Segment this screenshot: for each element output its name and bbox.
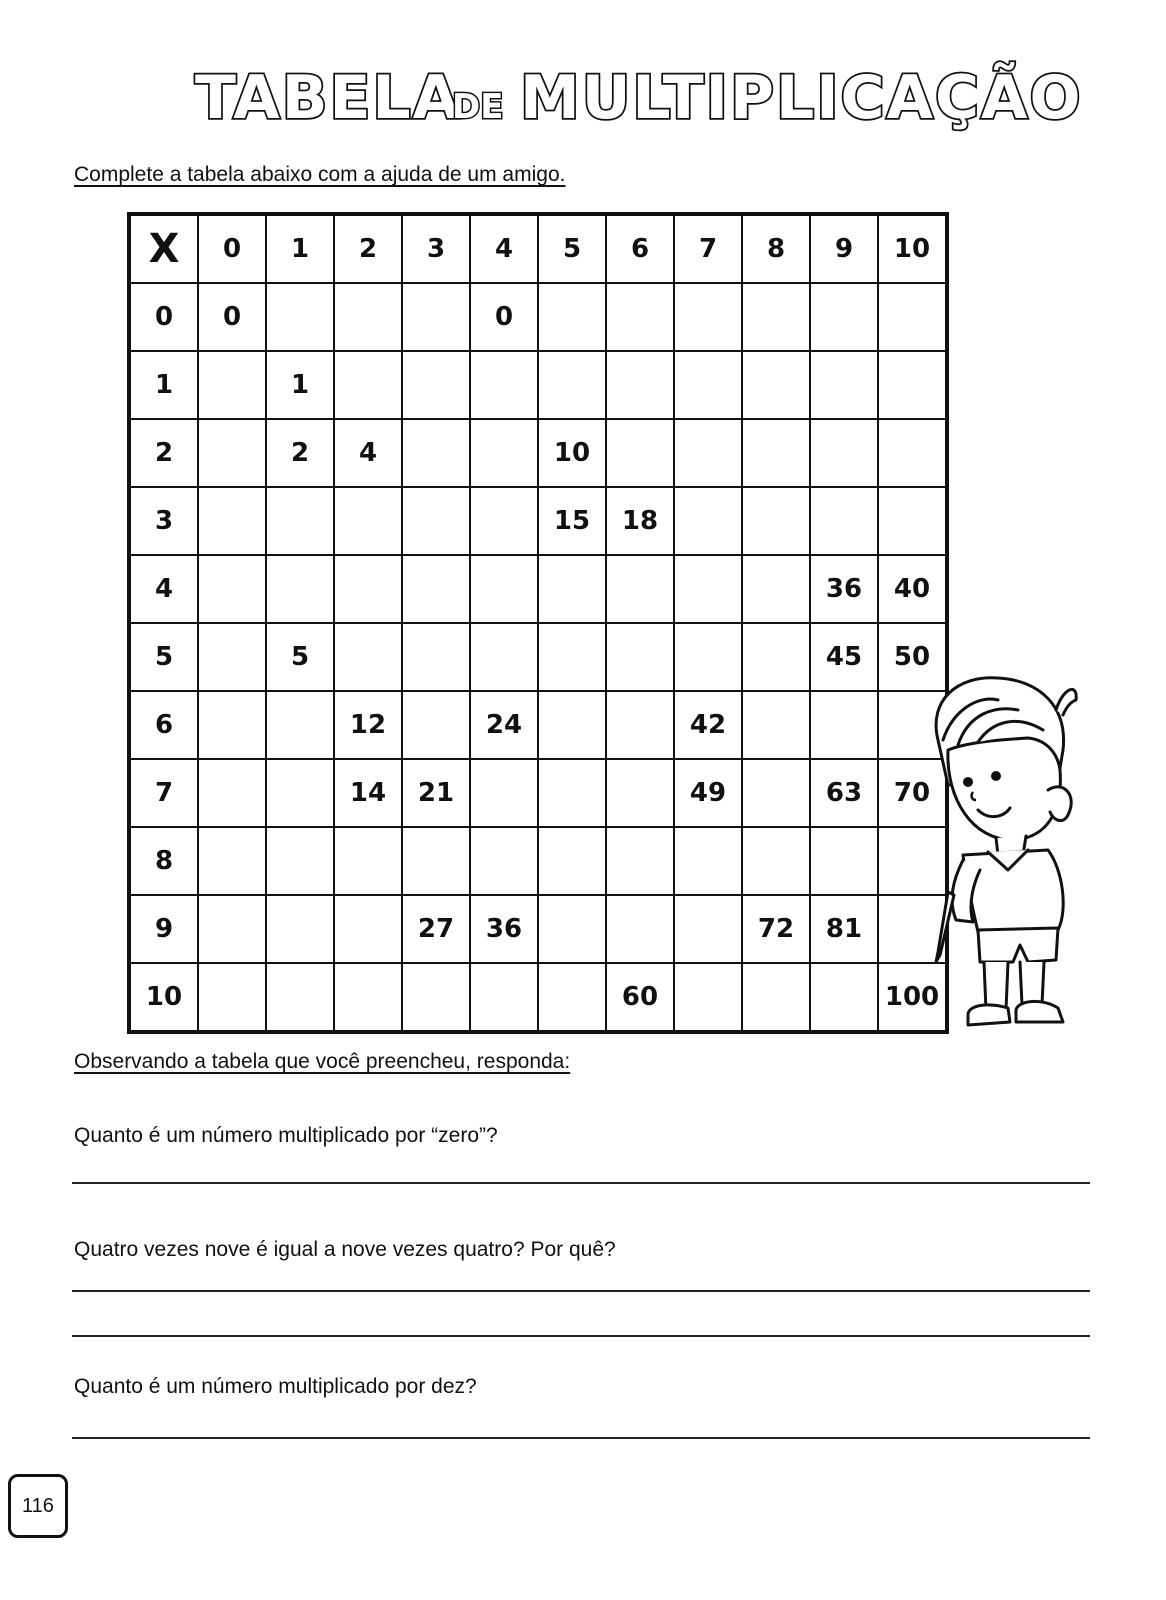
row-header: 3 [129,487,198,555]
filled-cell: 4 [334,419,402,487]
blank-cell[interactable] [266,283,334,351]
column-header: 3 [402,214,470,283]
filled-cell: 24 [470,691,538,759]
blank-cell[interactable] [810,691,878,759]
filled-cell: 12 [334,691,402,759]
multiplication-table [127,212,949,1034]
blank-cell[interactable] [674,895,742,963]
filled-cell: 36 [470,895,538,963]
row-header: 5 [129,623,198,691]
question-ten: Quanto é um número multiplicado por dez? [74,1375,477,1398]
blank-cell[interactable] [810,351,878,419]
blank-cell[interactable] [674,963,742,1032]
blank-cell[interactable] [334,963,402,1032]
filled-cell: 5 [266,623,334,691]
filled-cell: 42 [674,691,742,759]
blank-cell[interactable] [606,623,674,691]
table-header-row [129,214,947,283]
table-row [129,895,947,963]
blank-cell[interactable] [606,691,674,759]
blank-cell[interactable] [538,895,606,963]
question-commutative: Quatro vezes nove é igual a nove vezes quatro? Por quê? [74,1238,616,1261]
blank-cell[interactable] [878,419,947,487]
blank-cell[interactable] [606,351,674,419]
blank-cell[interactable] [606,555,674,623]
blank-cell[interactable] [606,827,674,895]
blank-cell[interactable] [878,487,947,555]
blank-cell[interactable] [810,487,878,555]
filled-cell: 100 [878,963,947,1032]
blank-cell[interactable] [742,691,810,759]
blank-cell[interactable] [742,487,810,555]
blank-cell[interactable] [470,419,538,487]
blank-cell[interactable] [470,351,538,419]
blank-cell[interactable] [538,555,606,623]
blank-cell[interactable] [742,555,810,623]
row-header: 9 [129,895,198,963]
table-row [129,963,947,1032]
blank-cell[interactable] [334,351,402,419]
blank-cell[interactable] [198,623,266,691]
blank-cell[interactable] [402,283,470,351]
blank-cell[interactable] [266,487,334,555]
blank-cell[interactable] [470,759,538,827]
table-row [129,827,947,895]
observe-heading: Observando a tabela que você preencheu, responda: [74,1050,571,1073]
blank-cell[interactable] [402,555,470,623]
filled-cell: 21 [402,759,470,827]
filled-cell: 14 [334,759,402,827]
column-header: 2 [334,214,402,283]
blank-cell[interactable] [198,963,266,1032]
filled-cell: 63 [810,759,878,827]
blank-cell[interactable] [742,351,810,419]
blank-cell[interactable] [198,827,266,895]
blank-cell[interactable] [402,419,470,487]
blank-cell[interactable] [742,827,810,895]
blank-cell[interactable] [198,691,266,759]
filled-cell: 81 [810,895,878,963]
blank-cell[interactable] [334,827,402,895]
blank-cell[interactable] [742,759,810,827]
row-header: 4 [129,555,198,623]
blank-cell[interactable] [538,827,606,895]
blank-cell[interactable] [810,419,878,487]
blank-cell[interactable] [334,895,402,963]
blank-cell[interactable] [538,351,606,419]
blank-cell[interactable] [198,759,266,827]
blank-cell[interactable] [674,827,742,895]
blank-cell[interactable] [266,691,334,759]
answer-line-2[interactable] [72,1290,1090,1292]
blank-cell[interactable] [198,419,266,487]
table-row [129,555,947,623]
blank-cell[interactable] [334,283,402,351]
blank-cell[interactable] [674,351,742,419]
blank-cell[interactable] [606,419,674,487]
blank-cell[interactable] [334,487,402,555]
table-row [129,623,947,691]
blank-cell[interactable] [810,827,878,895]
blank-cell[interactable] [674,283,742,351]
table-corner-x: X [129,214,198,283]
filled-cell: 18 [606,487,674,555]
page-number: 116 [8,1474,68,1538]
table-row [129,759,947,827]
blank-cell[interactable] [606,895,674,963]
table-row [129,283,947,351]
row-header: 0 [129,283,198,351]
filled-cell: 70 [878,759,947,827]
blank-cell[interactable] [674,623,742,691]
column-header: 8 [742,214,810,283]
column-header: 5 [538,214,606,283]
blank-cell[interactable] [402,623,470,691]
blank-cell[interactable] [266,555,334,623]
filled-cell: 10 [538,419,606,487]
blank-cell[interactable] [266,895,334,963]
boy-with-pencil-icon [918,670,1078,1040]
row-header: 2 [129,419,198,487]
row-header: 1 [129,351,198,419]
blank-cell[interactable] [334,623,402,691]
column-header: 10 [878,214,947,283]
blank-cell[interactable] [266,827,334,895]
row-header: 10 [129,963,198,1032]
blank-cell[interactable] [538,623,606,691]
blank-cell[interactable] [470,555,538,623]
filled-cell: 0 [198,283,266,351]
instruction-text: Complete a tabela abaixo com a ajuda de um amigo. [74,163,566,186]
filled-cell: 60 [606,963,674,1032]
blank-cell[interactable] [742,623,810,691]
filled-cell: 36 [810,555,878,623]
multiplication-table-wrap [127,212,949,1034]
blank-cell[interactable] [470,963,538,1032]
page-title [0,40,1166,150]
table-row [129,691,947,759]
filled-cell: 2 [266,419,334,487]
blank-cell[interactable] [402,487,470,555]
blank-cell[interactable] [402,691,470,759]
blank-cell[interactable] [810,283,878,351]
answer-line-1[interactable] [72,1182,1090,1184]
column-header: 9 [810,214,878,283]
table-row [129,419,947,487]
blank-cell[interactable] [266,759,334,827]
blank-cell[interactable] [742,963,810,1032]
row-header: 8 [129,827,198,895]
table-row [129,351,947,419]
blank-cell[interactable] [538,759,606,827]
blank-cell[interactable] [470,487,538,555]
filled-cell: 15 [538,487,606,555]
blank-cell[interactable] [402,963,470,1032]
blank-cell[interactable] [742,419,810,487]
question-zero: Quanto é um número multiplicado por “zero”? [74,1124,498,1147]
title-svg [0,40,1166,150]
blank-cell[interactable] [198,487,266,555]
blank-cell[interactable] [538,283,606,351]
column-header: 1 [266,214,334,283]
blank-cell[interactable] [810,963,878,1032]
blank-cell[interactable] [470,827,538,895]
blank-cell[interactable] [470,623,538,691]
blank-cell[interactable] [742,283,810,351]
column-header: 7 [674,214,742,283]
blank-cell[interactable] [674,487,742,555]
title-part2: MULTIPLICAÇÃO [520,63,1083,133]
row-header: 7 [129,759,198,827]
filled-cell: 50 [878,623,947,691]
filled-cell: 49 [674,759,742,827]
filled-cell: 27 [402,895,470,963]
blank-cell[interactable] [674,555,742,623]
column-header: 6 [606,214,674,283]
column-header: 4 [470,214,538,283]
blank-cell[interactable] [198,555,266,623]
blank-cell[interactable] [606,759,674,827]
blank-cell[interactable] [198,351,266,419]
filled-cell: 45 [810,623,878,691]
blank-cell[interactable] [266,963,334,1032]
answer-line-3[interactable] [72,1335,1090,1337]
blank-cell[interactable] [878,283,947,351]
title-connector: DE [452,87,504,127]
blank-cell[interactable] [538,691,606,759]
table-row [129,487,947,555]
blank-cell[interactable] [402,827,470,895]
filled-cell: 72 [742,895,810,963]
blank-cell[interactable] [198,895,266,963]
blank-cell[interactable] [402,351,470,419]
column-header: 0 [198,214,266,283]
blank-cell[interactable] [878,351,947,419]
blank-cell[interactable] [334,555,402,623]
filled-cell: 1 [266,351,334,419]
blank-cell[interactable] [674,419,742,487]
blank-cell[interactable] [538,963,606,1032]
answer-line-4[interactable] [72,1437,1090,1439]
blank-cell[interactable] [606,283,674,351]
row-header: 6 [129,691,198,759]
title-part1: TABELA [195,63,462,133]
filled-cell: 40 [878,555,947,623]
filled-cell: 0 [470,283,538,351]
